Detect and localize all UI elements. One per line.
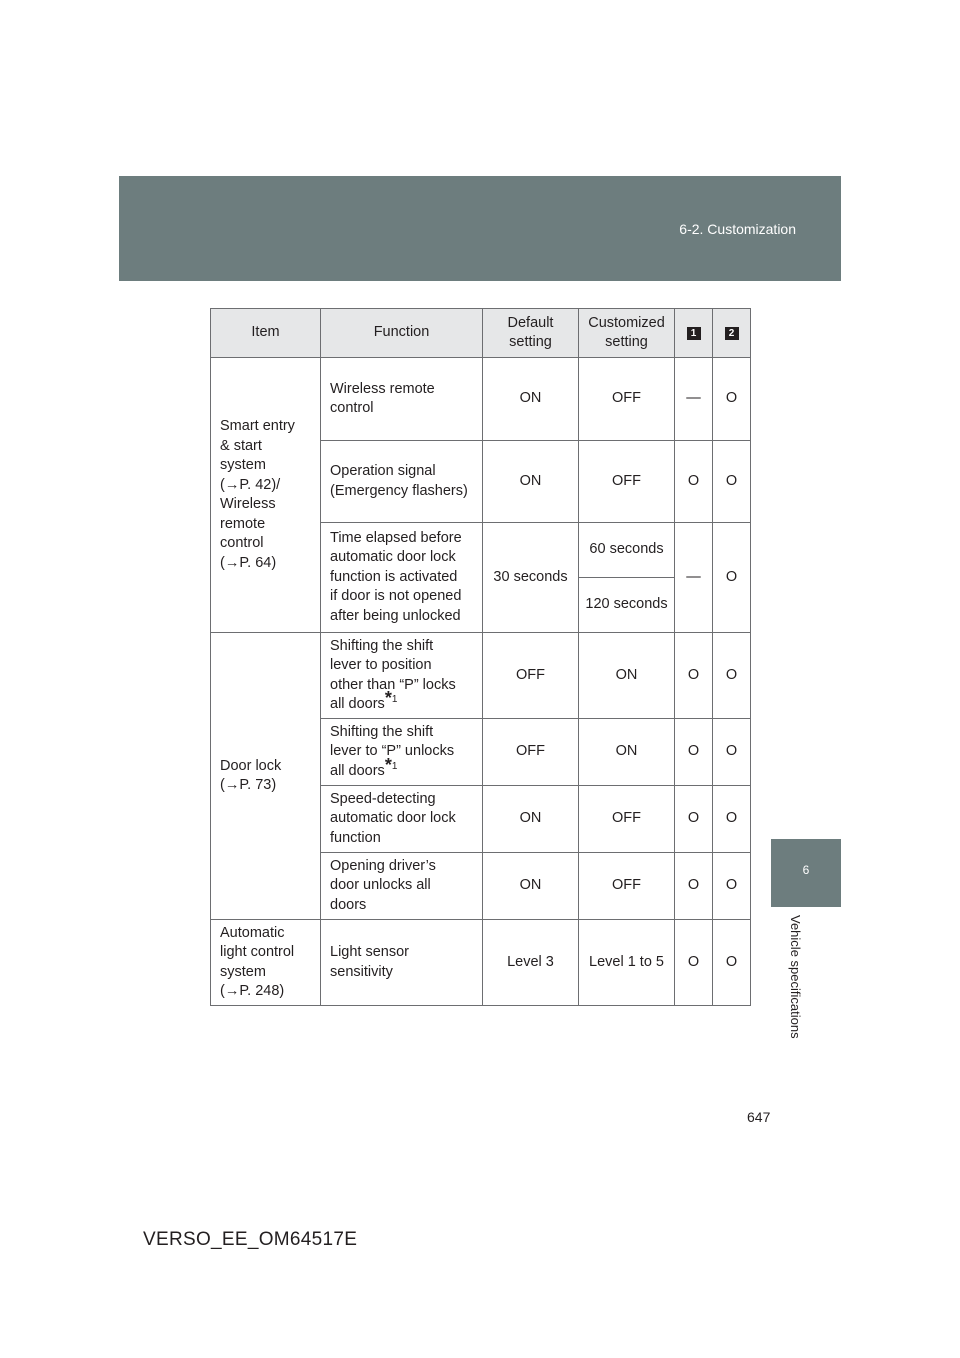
custom-cell: OFF bbox=[579, 853, 675, 920]
default-cell: 30 seconds bbox=[483, 523, 579, 633]
table-row bbox=[211, 358, 751, 441]
table-header-row bbox=[211, 309, 751, 358]
default-cell: ON bbox=[483, 441, 579, 523]
footnote-mark: *1 bbox=[384, 754, 398, 775]
column-2-cell: O bbox=[713, 358, 751, 441]
column-1-cell: O bbox=[675, 633, 713, 719]
header-customized-setting bbox=[579, 309, 675, 358]
custom-cell: Level 1 to 5 bbox=[579, 920, 675, 1006]
table-row bbox=[211, 920, 751, 1006]
column-2-cell: O bbox=[713, 853, 751, 920]
asterisk-icon: * bbox=[384, 754, 392, 775]
column-2-cell: O bbox=[713, 920, 751, 1006]
function-cell: Time elapsed before automatic door lock function is activated if door is not opened after being unlocked bbox=[321, 523, 483, 633]
header-custom-line1: Customized bbox=[588, 314, 665, 331]
column-1-cell: O bbox=[675, 719, 713, 786]
column-1-cell: O bbox=[675, 853, 713, 920]
column-2-badge: 2 bbox=[725, 327, 739, 340]
function-cell: Speed-detecting automatic door lock function bbox=[321, 786, 483, 853]
function-cell: Operation signal (Emergency flashers) bbox=[321, 441, 483, 523]
default-cell: ON bbox=[483, 358, 579, 441]
function-cell: Opening driver’s door unlocks all doors bbox=[321, 853, 483, 920]
table-row bbox=[211, 633, 751, 719]
header-custom-line2: setting bbox=[605, 334, 648, 350]
custom-cell: OFF bbox=[579, 786, 675, 853]
section-label: 6-2. Customization bbox=[679, 221, 796, 237]
customization-table bbox=[210, 308, 751, 1006]
column-1-cell: O bbox=[675, 441, 713, 523]
page-number: 647 bbox=[747, 1109, 771, 1125]
column-1-cell: O bbox=[675, 920, 713, 1006]
item-door-lock: Door lock (→P. 73) bbox=[211, 633, 321, 920]
header-item: Item bbox=[211, 309, 321, 358]
default-cell: OFF bbox=[483, 719, 579, 786]
column-1-cell: O bbox=[675, 786, 713, 853]
function-cell: Shifting the shift lever to position other than “P” locks all doors$^{*1}$ bbox=[321, 633, 483, 719]
default-cell: Level 3 bbox=[483, 920, 579, 1006]
custom-cell: ON bbox=[579, 633, 675, 719]
custom-cell: OFF bbox=[579, 441, 675, 523]
asterisk-icon: * bbox=[384, 688, 392, 709]
default-cell: ON bbox=[483, 786, 579, 853]
column-2-cell: O bbox=[713, 633, 751, 719]
chapter-number: 6 bbox=[802, 863, 810, 877]
column-2-cell: O bbox=[713, 786, 751, 853]
custom-cell: 120 seconds bbox=[579, 578, 675, 633]
header-default-line1: Default bbox=[507, 314, 554, 331]
custom-cell: OFF bbox=[579, 358, 675, 441]
column-2-cell: O bbox=[713, 523, 751, 633]
item-smart-entry: Smart entry & start system (→P. 42)/ Wireless remote control (→P. 64) bbox=[211, 358, 321, 633]
chapter-title: Vehicle specifications bbox=[788, 915, 803, 1039]
custom-cell: 60 seconds bbox=[579, 523, 675, 578]
header-default-line2: setting bbox=[509, 334, 552, 350]
header-default-setting bbox=[483, 309, 579, 358]
function-cell: Wireless remote control bbox=[321, 358, 483, 441]
column-2-cell: O bbox=[713, 719, 751, 786]
footnote-mark: *1 bbox=[384, 688, 398, 709]
column-1-badge: 1 bbox=[687, 327, 701, 340]
custom-cell: ON bbox=[579, 719, 675, 786]
document-code: VERSO_EE_OM64517E bbox=[143, 1229, 358, 1250]
header-column-1 bbox=[675, 309, 713, 358]
column-1-cell: — bbox=[675, 523, 713, 633]
header-column-2 bbox=[713, 309, 751, 358]
default-cell: ON bbox=[483, 853, 579, 920]
column-1-cell: — bbox=[675, 358, 713, 441]
header-function: Function bbox=[321, 309, 483, 358]
default-cell: OFF bbox=[483, 633, 579, 719]
header-band bbox=[119, 176, 841, 281]
column-2-cell: O bbox=[713, 441, 751, 523]
function-cell: Shifting the shift lever to “P” unlocks all doors$^{*1}$ bbox=[321, 719, 483, 786]
chapter-tab bbox=[771, 839, 841, 907]
function-cell: Light sensor sensitivity bbox=[321, 920, 483, 1006]
item-automatic-light-control: Automatic light control system (→P. 248) bbox=[211, 920, 321, 1006]
